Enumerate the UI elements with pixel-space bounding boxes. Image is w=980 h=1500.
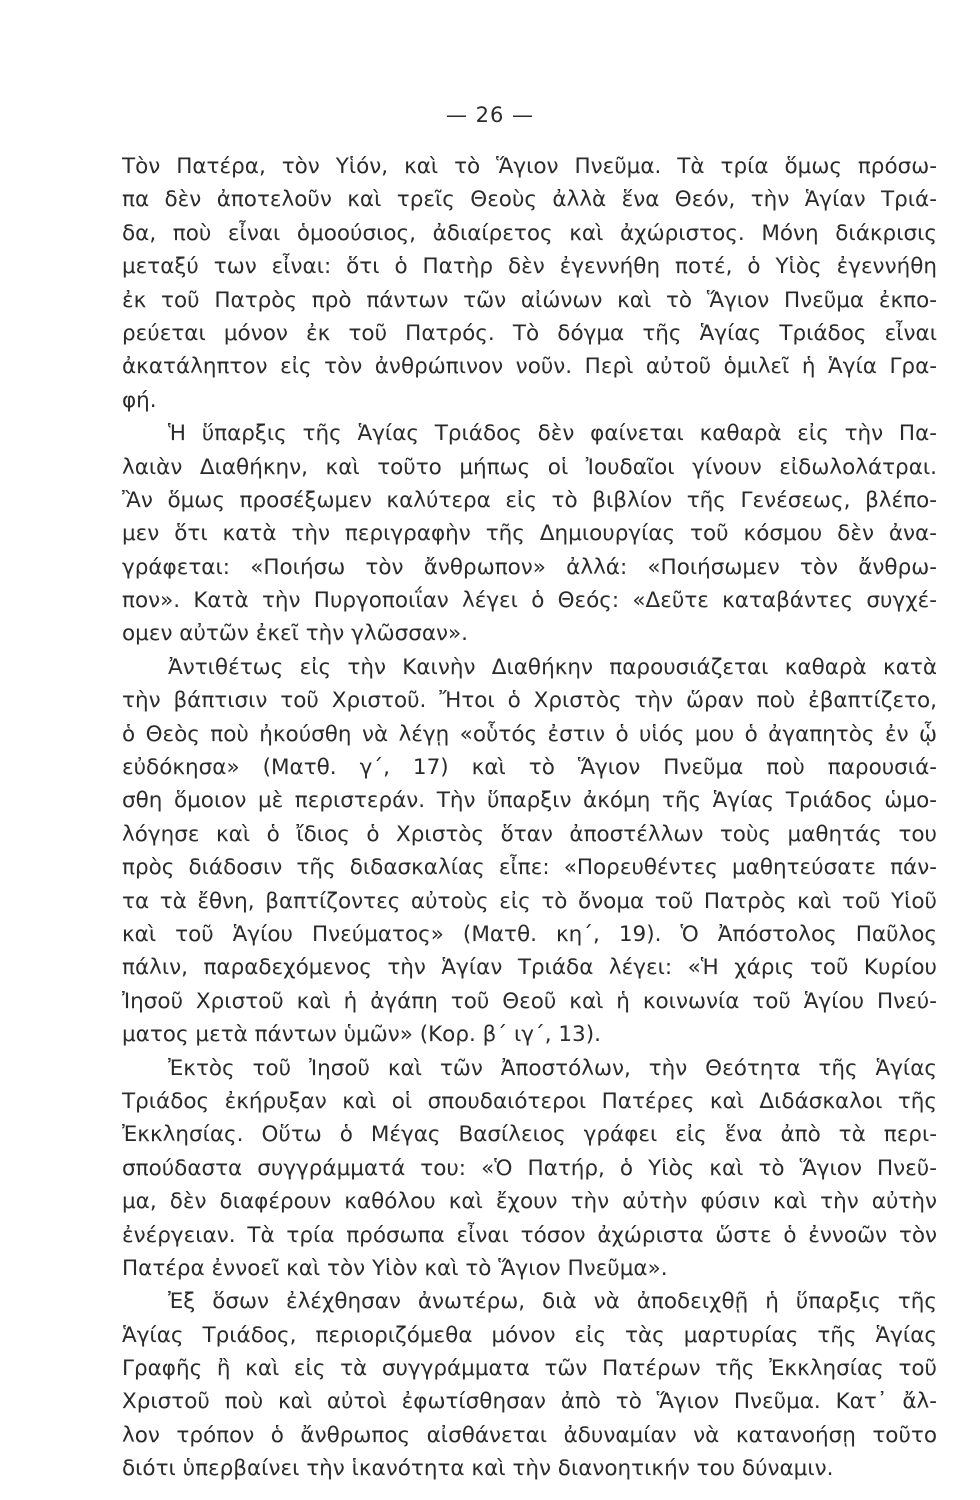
text-line: λαιὰν Διαθήκην, καὶ τοῦτο μήπως οἱ Ἰουδαῖοι γίνουν εἰδωλολάτραι.: [122, 454, 937, 480]
text-line: μα, δὲν διαφέρουν καθόλου καὶ ἔχουν τὴν αὐτὴν φύσιν καὶ τὴν αὐτὴν: [122, 1189, 937, 1215]
text-line: καὶ τοῦ Ἁγίου Πνεύματος» (Ματθ. κη΄, 19). Ὁ Ἀπόστολος Παῦλος: [122, 921, 937, 947]
text-line: σθη ὅμοιον μὲ περιστεράν. Τὴν ὕπαρξιν ἀκόμη τῆς Ἁγίας Τριάδος ὡμο-: [122, 788, 937, 814]
text-line: Ἐξ ὅσων ἐλέχθησαν ἀνωτέρω, διὰ νὰ ἀποδειχθῇ ἡ ὕπαρξις τῆς: [168, 1289, 937, 1315]
body-text: [122, 150, 937, 1486]
text-line: Ἂν ὅμως προσέξωμεν καλύτερα εἰς τὸ βιβλίον τῆς Γενέσεως, βλέπο-: [122, 487, 937, 513]
text-line: ὁ Θεὸς ποὺ ἠκούσθη νὰ λέγῃ «οὗτός ἐστιν ὁ υἱός μου ὁ ἀγαπητὸς ἐν ᾧ: [122, 721, 937, 747]
text-line: μεν ὅτι κατὰ τὴν περιγραφὴν τῆς Δημιουργίας τοῦ κόσμου δὲν ἀνα-: [122, 521, 937, 547]
text-line: Γραφῆς ἢ καὶ εἰς τὰ συγγράμματα τῶν Πατέρων τῆς Ἐκκλησίας τοῦ: [122, 1356, 937, 1382]
text-line: γράφεται: «Ποιήσω τὸν ἄνθρωπον» ἀλλά: «Ποιήσωμεν τὸν ἄνθρω-: [122, 554, 937, 580]
text-line: λον τρόπον ὁ ἄνθρωπος αἰσθάνεται ἀδυναμίαν νὰ κατανοήσῃ τοῦτο: [122, 1422, 937, 1448]
text-line: Τριάδος ἐκήρυξαν καὶ οἱ σπουδαιότεροι Πατέρες καὶ Διδάσκαλοι τῆς: [122, 1088, 937, 1114]
text-line: Ἐκκλησίας. Οὕτω ὁ Μέγας Βασίλειος γράφει εἰς ἕνα ἀπὸ τὰ περι-: [122, 1122, 937, 1148]
text-line: Ἀντιθέτως εἰς τὴν Καινὴν Διαθήκην παρουσιάζεται καθαρὰ κατὰ: [168, 654, 937, 680]
text-line: πα δὲν ἀποτελοῦν καὶ τρεῖς Θεοὺς ἀλλὰ ἕνα Θεόν, τὴν Ἁγίαν Τριά-: [122, 187, 937, 213]
text-line: σπούδαστα συγγράμματά του: «Ὁ Πατήρ, ὁ Υἱὸς καὶ τὸ Ἅγιον Πνεῦ-: [122, 1155, 937, 1181]
text-line: Χριστοῦ ποὺ καὶ αὐτοὶ ἐφωτίσθησαν ἀπὸ τὸ Ἅγιον Πνεῦμα. Κατ᾽ ἄλ-: [122, 1389, 937, 1415]
text-line: φή.: [122, 387, 157, 413]
text-line: πον». Κατὰ τὴν Πυργοποιΐαν λέγει ὁ Θεός: «Δεῦτε καταβάντες συγχέ-: [122, 588, 937, 614]
text-line: ἐνέργειαν. Τὰ τρία πρόσωπα εἶναι τόσον ἀχώριστα ὥστε ὁ ἐννοῶν τὸν: [122, 1222, 937, 1248]
text-line: Ἰησοῦ Χριστοῦ καὶ ἡ ἀγάπη τοῦ Θεοῦ καὶ ἡ κοινωνία τοῦ Ἁγίου Πνεύ-: [122, 988, 937, 1014]
text-line: Ἡ ὕπαρξις τῆς Ἁγίας Τριάδος δὲν φαίνεται καθαρὰ εἰς τὴν Πα-: [168, 421, 937, 447]
text-line: τὴν βάπτισιν τοῦ Χριστοῦ. Ἤτοι ὁ Χριστὸς τὴν ὥραν ποὺ ἐβαπτίζετο,: [122, 688, 937, 714]
text-line: ομεν αὐτῶν ἐκεῖ τὴν γλῶσσαν».: [122, 621, 469, 647]
text-line: ἀκατάληπτον εἰς τὸν ἀνθρώπινον νοῦν. Περὶ αὐτοῦ ὁμιλεῖ ἡ Ἁγία Γρα-: [122, 354, 937, 380]
text-line: δα, ποὺ εἶναι ὁμοούσιος, ἀδιαίρετος καὶ ἀχώριστος. Μόνη διάκρισις: [122, 220, 937, 246]
text-line: πρὸς διάδοσιν τῆς διδασκαλίας εἶπε: «Πορευθέντες μαθητεύσατε πάν-: [122, 855, 937, 881]
text-line: πάλιν, παραδεχόμενος τὴν Ἁγίαν Τριάδα λέγει: «Ἡ χάρις τοῦ Κυρίου: [122, 955, 937, 981]
text-line: ρεύεται μόνον ἐκ τοῦ Πατρός. Τὸ δόγμα τῆς Ἁγίας Τριάδος εἶναι: [122, 320, 937, 346]
text-line: διότι ὑπερβαίνει τὴν ἱκανότητα καὶ τὴν διανοητικήν του δύναμιν.: [122, 1456, 834, 1482]
text-line: μεταξύ των εἶναι: ὅτι ὁ Πατὴρ δὲν ἐγεννήθη ποτέ, ὁ Υἱὸς ἐγεννήθη: [122, 254, 937, 280]
text-line: Τὸν Πατέρα, τὸν Υἱόν, καὶ τὸ Ἅγιον Πνεῦμα. Τὰ τρία ὅμως πρόσω-: [122, 154, 937, 179]
text-line: εὐδόκησα» (Ματθ. γ΄, 17) καὶ τὸ Ἅγιον Πνεῦμα ποὺ παρουσιά-: [122, 755, 937, 781]
text-line: Ἁγίας Τριάδος, περιοριζόμεθα μόνον εἰς τὰς μαρτυρίας τῆς Ἁγίας: [122, 1322, 937, 1348]
text-line: λόγησε καὶ ὁ ἴδιος ὁ Χριστὸς ὅταν ἀποστέλλων τοὺς μαθητάς του: [122, 821, 937, 847]
text-line: ἐκ τοῦ Πατρὸς πρὸ πάντων τῶν αἰώνων καὶ τὸ Ἅγιον Πνεῦμα ἐκπο-: [122, 287, 937, 313]
text-line: ματος μετὰ πάντων ὑμῶν» (Κορ. β΄ ιγ΄, 13).: [122, 1022, 601, 1048]
text-line: τα τὰ ἔθνη, βαπτίζοντες αὐτοὺς εἰς τὸ ὄνομα τοῦ Πατρὸς καὶ τοῦ Υἱοῦ: [122, 888, 937, 914]
text-line: Ἐκτὸς τοῦ Ἰησοῦ καὶ τῶν Ἀποστόλων, τὴν Θεότητα τῆς Ἁγίας: [168, 1055, 937, 1081]
text-line: Πατέρα ἐννοεῖ καὶ τὸν Υἱὸν καὶ τὸ Ἅγιον Πνεῦμα».: [122, 1255, 668, 1281]
page-number: — 26 —: [445, 103, 535, 127]
